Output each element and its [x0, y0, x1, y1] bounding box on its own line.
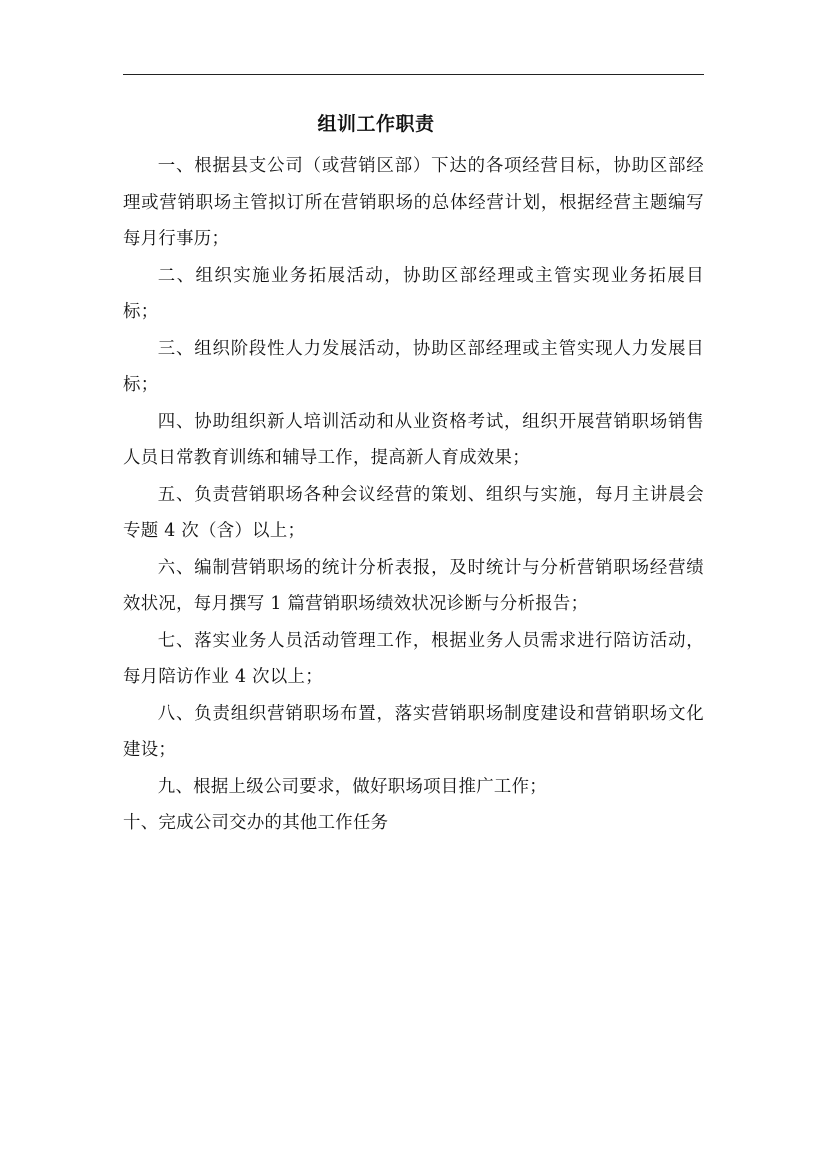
duty-item-8: 八、负责组织营销职场布置，落实营销职场制度建设和营销职场文化建设； [123, 703, 704, 760]
duty-item-7: 七、落实业务人员活动管理工作，根据业务人员需求进行陪访活动，每月陪访作业 4 次以上； [123, 630, 704, 687]
document-title: 组训工作职责 [317, 113, 435, 135]
duty-item-5: 五、负责营销职场各种会议经营的策划、组织与实施，每月主讲晨会专题 4 次（含）以上； [123, 484, 704, 541]
duty-item-9: 九、根据上级公司要求，做好职场项目推广工作； [157, 776, 547, 797]
duty-item-6: 六、编制营销职场的统计分析表报，及时统计与分析营销职场经营绩效状况，每月撰写 1 篇营销职场绩效状况诊断与分析报告； [123, 557, 704, 614]
duty-item-2: 二、组织实施业务拓展活动，协助区部经理或主管实现业务拓展目标； [123, 265, 704, 322]
document-body [123, 148, 704, 842]
duty-item-1: 一、根据县支公司（或营销区部）下达的各项经营目标，协助区部经理或营销职场主管拟订所在营销职场的总体经营计划，根据经营主题编写每月行事历； [123, 156, 704, 249]
duty-item-10: 十、完成公司交办的其他工作任务 [123, 813, 389, 833]
header-rule [123, 74, 704, 75]
duty-item-3: 三、组织阶段性人力发展活动，协助区部经理或主管实现人力发展目标； [123, 338, 704, 395]
duty-item-4: 四、协助组织新人培训活动和从业资格考试，组织开展营销职场销售人员日常教育训练和辅导工作，提高新人育成效果； [123, 411, 704, 468]
